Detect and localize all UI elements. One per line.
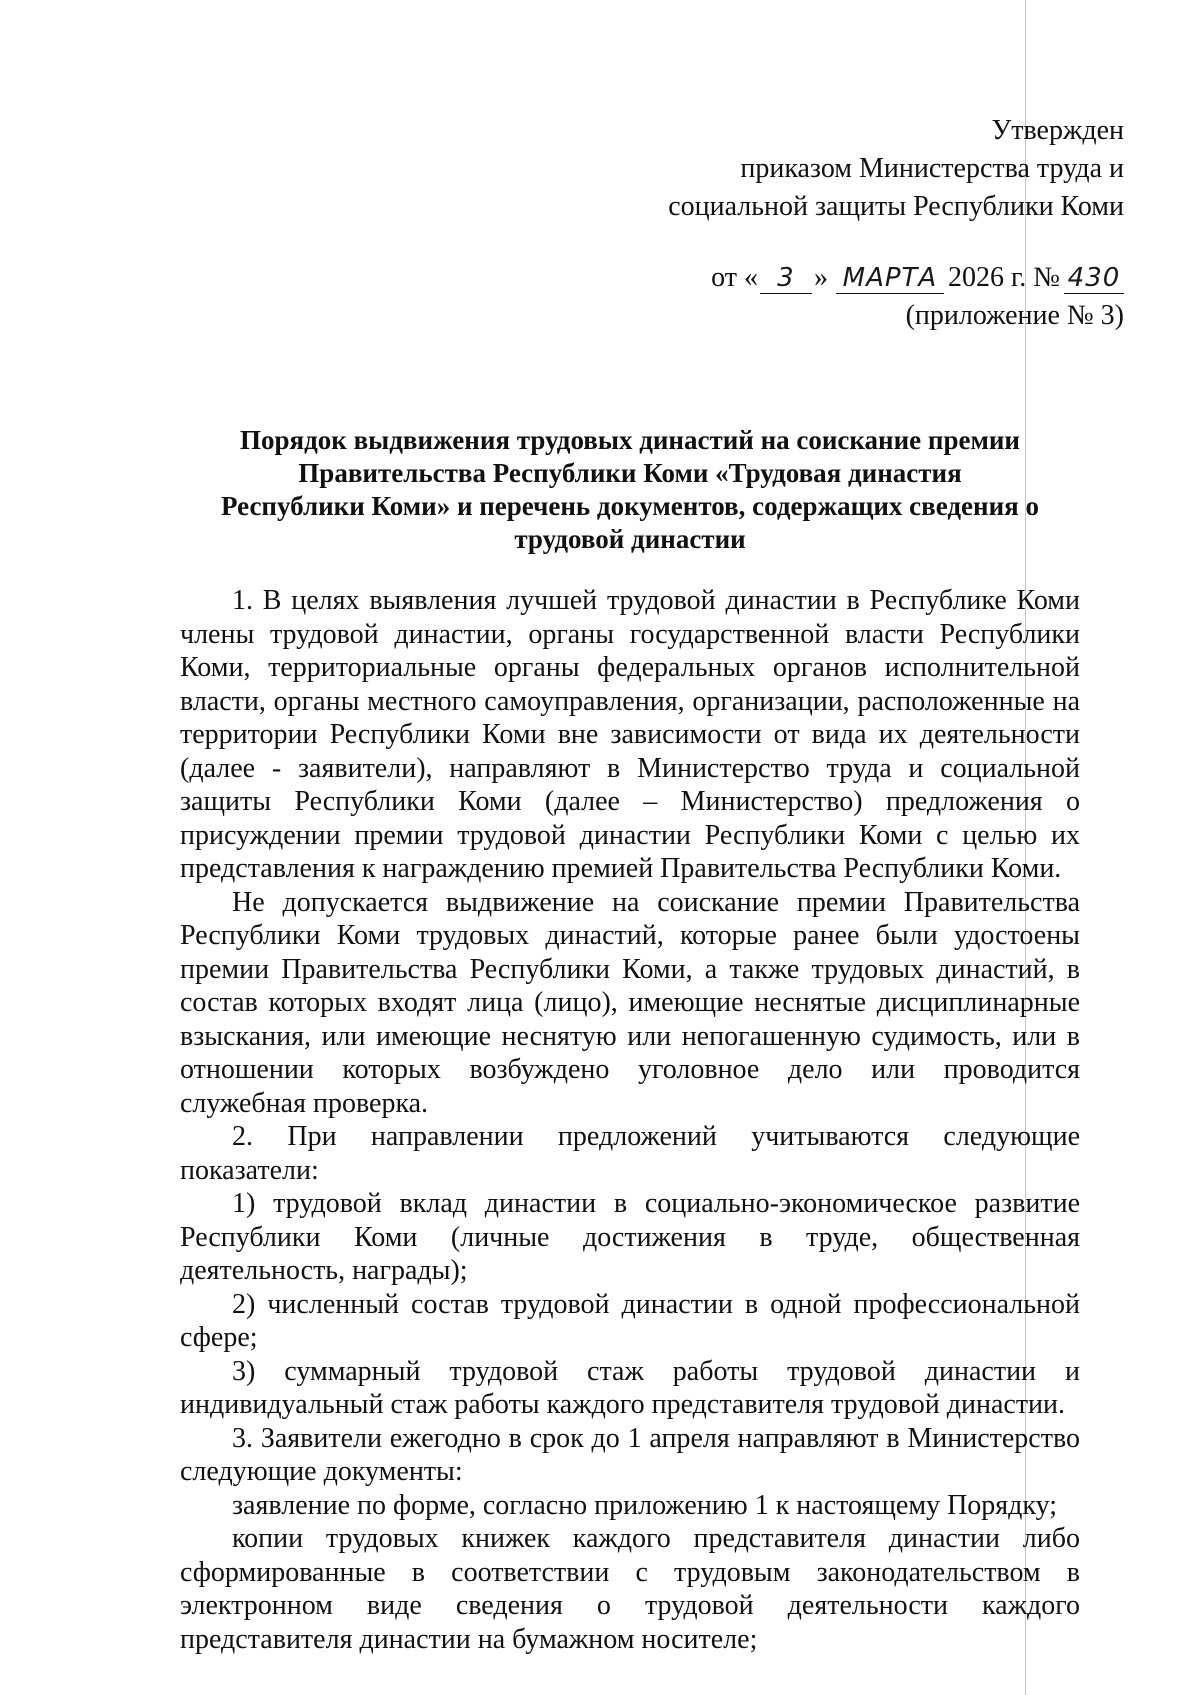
document-item-2: копии трудовых книжек каждого представителя династии либо сформированные в соответствии с трудовым законодательством в электронном виде сведения о трудовой деятельности каждого представителя династии на бумажном носителе; (180, 1523, 1080, 1655)
paragraph-2: Не допускается выдвижение на соискание премии Правительства Республики Коми трудовых династий, которые ранее были удостоены премии Правительства Республики Коми, а также трудовых династий, в состав которых входят лица (лицо), имеющие неснятые дисциплинарные взыскания, или имеющие неснятую или непогашенную судимость, или в отношении которых возбуждено уголовное дело или проводится служебная проверка. (180, 886, 1080, 1119)
title-line-3: Республики Коми» и перечень документов, содержащих сведения о (221, 491, 1039, 521)
order-date-line (711, 262, 1124, 294)
document-body (180, 584, 1080, 1656)
list-item-2: 2) численный состав трудовой династии в одной профессиональной сфере; (180, 1288, 1080, 1353)
paragraph-3: 2. При направлении предложений учитываются следующие показатели: (180, 1121, 1080, 1186)
approval-line-1: Утвержден (991, 115, 1124, 146)
title-line-2: Правительства Республики Коми «Трудовая династия (298, 458, 962, 488)
title-line-4: трудовой династии (514, 524, 746, 554)
paragraph-1: 1. В целях выявления лучшей трудовой династии в Республике Коми члены трудовой династии, органы государственной власти Республики Коми, территориальные органы федеральных органов исполнительной власти, органы местного самоуправления, организации, расположенные на территории Республики Коми вне зависимости от вида их деятельности (далее - заявители), направляют в Министерство труда и социальной защиты Республики Коми (далее – Министерство) предложения о присуждении премии трудовой династии Республики Коми с целью их представления к награждению премией Правительства Республики Коми. (180, 585, 1080, 884)
document-item-1: заявление по форме, согласно приложению 1 к настоящему Порядку; (232, 1489, 1058, 1521)
handwritten-month: МАРТА (836, 263, 944, 294)
approval-line-3: социальной защиты Республики Коми (668, 191, 1124, 222)
approval-line-2: приказом Министерства труда и (740, 153, 1124, 184)
list-item-3: 3) суммарный трудовой стаж работы трудовой династии и индивидуальный стаж работы каждого представителя трудовой династии. (180, 1355, 1080, 1420)
date-year-number-label: 2026 г. № (947, 262, 1060, 293)
handwritten-day: 3 (760, 263, 812, 294)
document-title (180, 424, 1080, 556)
date-quote-close: » (813, 262, 828, 293)
handwritten-order-number: 430 (1064, 263, 1124, 294)
list-item-1: 1) трудовой вклад династии в социально-экономическое развитие Республики Коми (личные достижения в труде, общественная деятельность, награды); (180, 1188, 1080, 1286)
approval-block (524, 112, 1124, 226)
date-prefix: от « (711, 262, 758, 293)
title-line-1: Порядок выдвижения трудовых династий на соискание премии (240, 425, 1020, 455)
paragraph-4: 3. Заявители ежегодно в срок до 1 апреля направляют в Министерство следующие документы: (180, 1422, 1080, 1487)
appendix-label: (приложение № 3) (905, 300, 1124, 331)
